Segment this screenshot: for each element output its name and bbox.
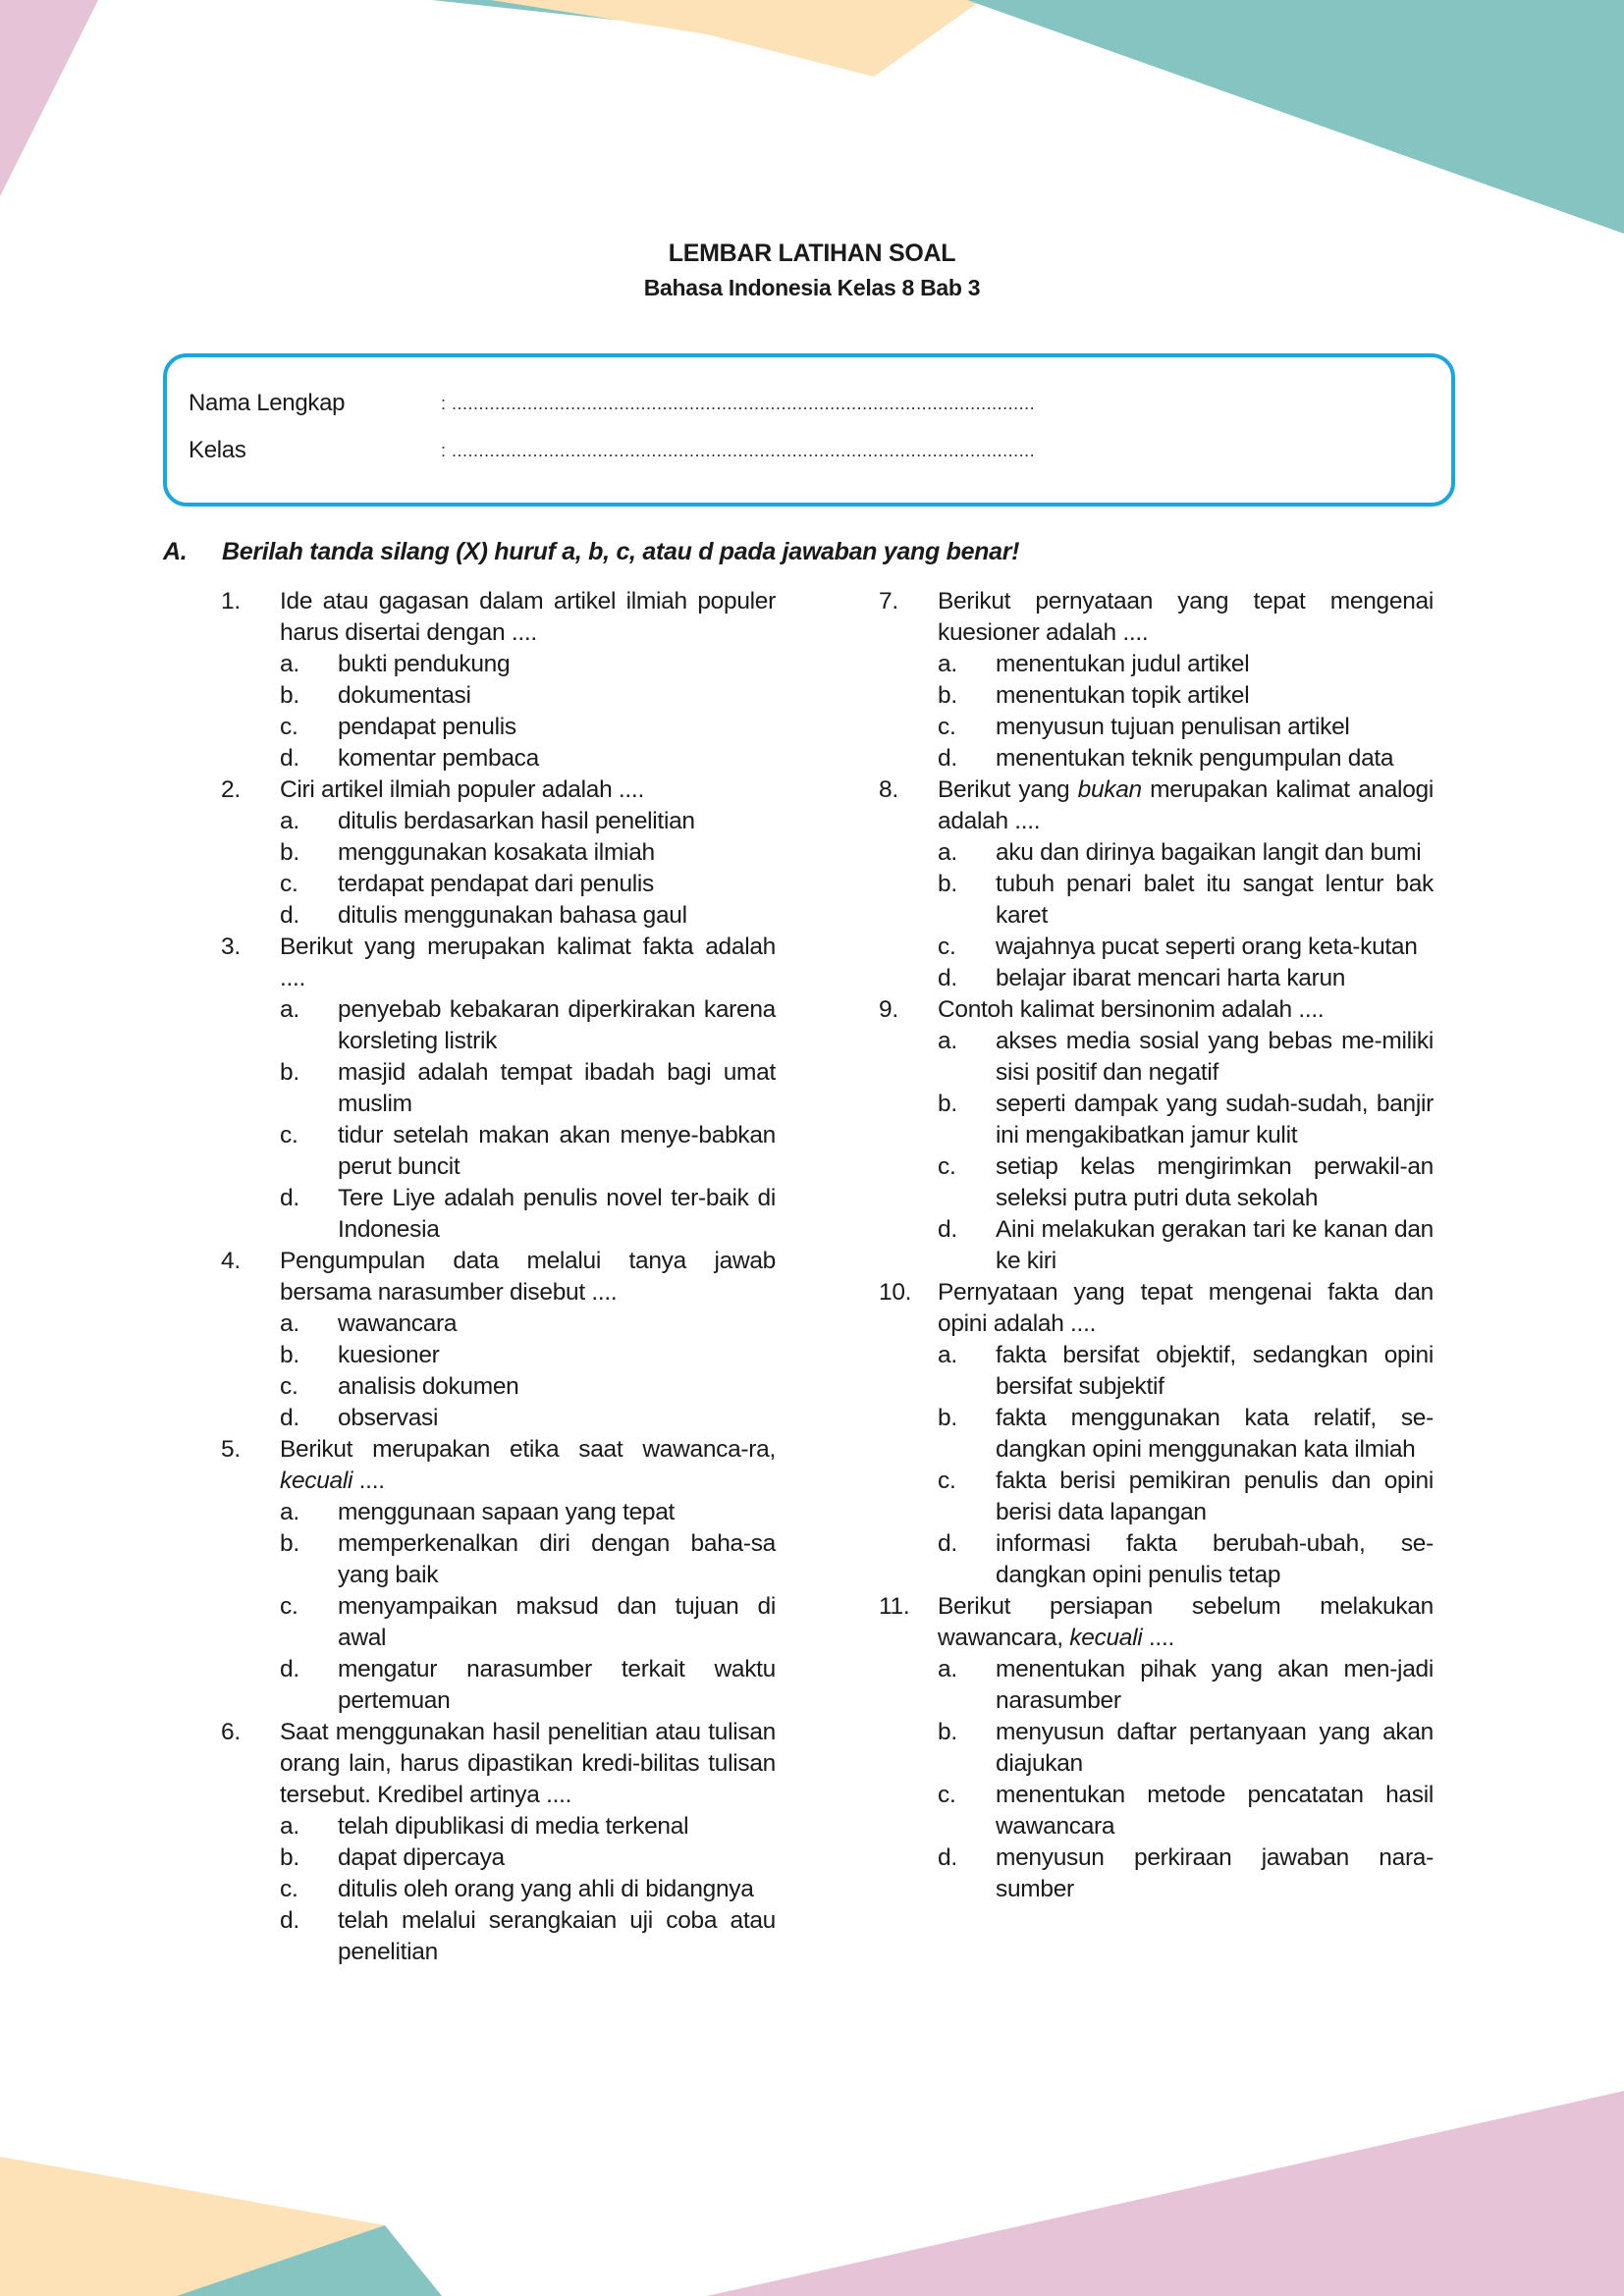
option-letter: b. [280, 839, 299, 866]
question-number: 11. [879, 1593, 910, 1620]
option-text: menyusun perkiraan jawaban nara-sumber [996, 1844, 1434, 1902]
answer-option[interactable] [938, 712, 1434, 743]
stem-text: Saat menggunakan hasil penelitian atau tulisan orang lain, harus dipastikan kredi-bilitas tulisan tersebut. Kredibel artinya .... [280, 1719, 776, 1808]
question-body [938, 1277, 1434, 1591]
option-text: Aini melakukan gerakan tari ke kanan dan ke kiri [996, 1216, 1434, 1274]
bottom-left-peach-shape [0, 2157, 385, 2296]
option-letter: d. [280, 1185, 299, 1211]
answer-option[interactable] [938, 932, 1434, 963]
question-item [879, 586, 1434, 774]
option-letter: b. [938, 871, 957, 897]
answer-option[interactable] [938, 1842, 1434, 1905]
option-letter: d. [280, 1405, 299, 1431]
option-text: menentukan teknik pengumpulan data [996, 745, 1394, 772]
name-field-blank[interactable]: : ............................................................................................................ [441, 394, 1036, 413]
answer-option[interactable] [938, 1214, 1434, 1277]
question-number: 10. [879, 1279, 912, 1306]
option-letter: c. [280, 1593, 298, 1620]
answer-option[interactable] [280, 1057, 776, 1120]
question-number: 6. [221, 1719, 241, 1745]
option-text: dapat dipercaya [338, 1844, 505, 1871]
option-text: masjid adalah tempat ibadah bagi umat muslim [338, 1059, 776, 1117]
option-text: bukti pendukung [338, 651, 511, 677]
option-letter: d. [280, 1656, 299, 1682]
option-letter: d. [280, 902, 299, 929]
stem-text: .... [352, 1468, 385, 1494]
answer-option[interactable] [280, 1308, 776, 1340]
question-number: 7. [879, 588, 898, 614]
answer-option[interactable] [280, 1403, 776, 1434]
answer-option[interactable] [280, 1528, 776, 1591]
option-letter: b. [938, 1719, 957, 1745]
question-body [938, 586, 1434, 774]
answer-option[interactable] [938, 1340, 1434, 1403]
answer-option[interactable] [938, 963, 1434, 994]
answer-option[interactable] [280, 1340, 776, 1371]
answer-option[interactable] [938, 1780, 1434, 1842]
top-peach-shape [491, 0, 982, 77]
name-field-label: Nama Lengkap [189, 390, 346, 416]
answer-option[interactable] [938, 837, 1434, 869]
option-text: ditulis menggunakan bahasa gaul [338, 902, 687, 929]
question-body [280, 1246, 776, 1434]
class-field-label: Kelas [189, 437, 246, 463]
option-letter: c. [938, 934, 956, 960]
stem-text: Ciri artikel ilmiah populer adalah .... [280, 776, 644, 803]
answer-option[interactable] [938, 1089, 1434, 1151]
option-text: telah dipublikasi di media terkenal [338, 1813, 689, 1840]
option-text: menggunakan kosakata ilmiah [338, 839, 655, 866]
answer-option[interactable] [280, 649, 776, 680]
option-text: menentukan pihak yang akan men-jadi narasumber [996, 1656, 1434, 1714]
question-stem [938, 586, 1434, 649]
answer-option[interactable] [938, 649, 1434, 680]
answer-option[interactable] [280, 1183, 776, 1246]
question-body [280, 1717, 776, 1968]
stem-text: .... [1142, 1625, 1174, 1651]
option-text: dokumentasi [338, 682, 471, 709]
page-title: LEMBAR LATIHAN SOAL [668, 240, 956, 267]
question-body [280, 932, 776, 1246]
question-item [221, 1434, 776, 1717]
option-text: pendapat penulis [338, 714, 516, 740]
option-text: analisis dokumen [338, 1373, 519, 1400]
option-text: fakta berisi pemikiran penulis dan opini berisi data lapangan [996, 1468, 1434, 1525]
option-letter: a. [280, 1310, 299, 1337]
option-text: memperkenalkan diri dengan baha-sa yang baik [338, 1530, 776, 1588]
option-text: telah melalui serangkaian uji coba atau penelitian [338, 1907, 776, 1965]
option-text: informasi fakta berubah-ubah, se-dangkan opini penulis tetap [996, 1530, 1434, 1588]
option-text: mengatur narasumber terkait waktu pertemuan [338, 1656, 776, 1714]
top-teal-sliver-shape [432, 0, 884, 49]
question-item [879, 774, 1434, 994]
option-letter: a. [938, 1028, 957, 1054]
question-stem [280, 1246, 776, 1308]
answer-option[interactable] [938, 1528, 1434, 1591]
top-left-pink-shape [0, 0, 98, 196]
answer-option[interactable] [280, 994, 776, 1057]
option-letter: d. [938, 965, 957, 991]
answer-option[interactable] [280, 743, 776, 774]
answer-option[interactable] [280, 712, 776, 743]
question-stem [280, 774, 776, 806]
question-stem [938, 774, 1434, 837]
answer-option[interactable] [938, 743, 1434, 774]
emphasis-text: bukan [1077, 776, 1142, 803]
question-number: 4. [221, 1248, 241, 1274]
option-text: tidur setelah makan akan menye-babkan perut buncit [338, 1122, 776, 1180]
option-letter: d. [938, 1216, 957, 1243]
answer-option[interactable] [280, 1874, 776, 1905]
section-a-heading [163, 538, 1019, 566]
answer-option[interactable] [938, 1026, 1434, 1089]
option-text: menentukan judul artikel [996, 651, 1250, 677]
option-letter: a. [280, 1499, 299, 1525]
question-item [879, 1277, 1434, 1591]
answer-option[interactable] [280, 1811, 776, 1842]
question-item [879, 1591, 1434, 1905]
stem-text: Pernyataan yang tepat mengenai fakta dan opini adalah .... [938, 1279, 1434, 1337]
section-letter: A. [163, 538, 188, 565]
name-field-row [189, 389, 1035, 418]
question-stem [938, 994, 1434, 1026]
option-letter: c. [280, 1876, 298, 1902]
question-item [221, 1246, 776, 1434]
question-body [280, 1434, 776, 1717]
option-text: menyusun daftar pertanyaan yang akan diajukan [996, 1719, 1434, 1777]
option-letter: c. [280, 1122, 298, 1148]
stem-text: Ide atau gagasan dalam artikel ilmiah populer harus disertai dengan .... [280, 588, 776, 646]
option-text: terdapat pendapat dari penulis [338, 871, 655, 897]
bottom-left-teal-shape [177, 2225, 442, 2296]
option-text: fakta menggunakan kata relatif, se-dangkan opini menggunakan kata ilmiah [996, 1405, 1434, 1463]
option-text: seperti dampak yang sudah-sudah, banjir ini mengakibatkan jamur kulit [996, 1091, 1434, 1148]
stem-text: Contoh kalimat bersinonim adalah .... [938, 996, 1325, 1023]
option-text: penyebab kebakaran diperkirakan karena korsleting listrik [338, 996, 776, 1054]
question-number: 8. [879, 776, 898, 803]
answer-option[interactable] [280, 900, 776, 932]
option-text: tubuh penari balet itu sangat lentur bak karet [996, 871, 1434, 929]
option-letter: b. [280, 682, 299, 709]
question-number: 5. [221, 1436, 241, 1463]
stem-text: Pengumpulan data melalui tanya jawab bersama narasumber disebut .... [280, 1248, 776, 1306]
option-letter: a. [280, 996, 299, 1023]
question-stem [280, 1434, 776, 1497]
question-body [280, 586, 776, 774]
answer-option[interactable] [280, 1591, 776, 1654]
question-item [221, 774, 776, 932]
class-field-blank[interactable]: : ............................................................................................................ [441, 441, 1036, 460]
option-letter: d. [938, 745, 957, 772]
top-right-teal-shape [967, 0, 1624, 234]
option-letter: b. [280, 1844, 299, 1871]
question-stem [938, 1591, 1434, 1654]
option-text: komentar pembaca [338, 745, 539, 772]
option-letter: c. [938, 1468, 956, 1494]
option-letter: d. [280, 1907, 299, 1934]
answer-option[interactable] [938, 1403, 1434, 1466]
class-field-row [189, 436, 1035, 465]
answer-option[interactable] [280, 1842, 776, 1874]
option-letter: b. [938, 1091, 957, 1117]
answer-option[interactable] [938, 869, 1434, 932]
header [0, 236, 1624, 304]
option-letter: c. [280, 714, 298, 740]
option-text: wawancara [338, 1310, 458, 1337]
stem-text: Berikut merupakan etika saat wawanca-ra, [280, 1436, 776, 1463]
option-text: belajar ibarat mencari harta karun [996, 965, 1346, 991]
option-letter: c. [938, 714, 956, 740]
answer-option[interactable] [280, 1905, 776, 1968]
question-item [221, 586, 776, 774]
option-letter: a. [280, 808, 299, 834]
answer-option[interactable] [280, 869, 776, 900]
option-letter: b. [280, 1530, 299, 1557]
option-letter: a. [280, 1813, 299, 1840]
option-letter: c. [938, 1782, 956, 1808]
question-stem [280, 586, 776, 649]
answer-option[interactable] [938, 1717, 1434, 1780]
option-text: Tere Liye adalah penulis novel ter-baik di Indonesia [338, 1185, 776, 1243]
stem-text: Berikut persiapan sebelum melakukan wawancara, [938, 1593, 1434, 1651]
question-body [938, 1591, 1434, 1905]
option-letter: a. [938, 651, 957, 677]
questions-right-column [879, 586, 1434, 1905]
bottom-right-pink-shape [707, 2091, 1624, 2296]
answer-option[interactable] [938, 1654, 1434, 1717]
option-letter: a. [938, 1656, 957, 1682]
option-text: menggunaan sapaan yang tepat [338, 1499, 676, 1525]
question-body [280, 774, 776, 932]
option-letter: c. [280, 1373, 298, 1400]
answer-option[interactable] [280, 1497, 776, 1528]
option-letter: d. [280, 745, 299, 772]
question-number: 1. [221, 588, 241, 614]
question-number: 9. [879, 996, 898, 1023]
option-letter: c. [280, 871, 298, 897]
option-letter: b. [280, 1059, 299, 1086]
answer-option[interactable] [280, 1371, 776, 1403]
question-stem [280, 1717, 776, 1811]
student-identity-box [163, 353, 1455, 507]
question-stem [938, 1277, 1434, 1340]
option-text: aku dan dirinya bagaikan langit dan bumi [996, 839, 1422, 866]
option-text: ditulis oleh orang yang ahli di bidangnya [338, 1876, 754, 1902]
stem-text: Berikut pernyataan yang tepat mengenai kuesioner adalah .... [938, 588, 1434, 646]
option-letter: a. [280, 651, 299, 677]
answer-option[interactable] [280, 837, 776, 869]
answer-option[interactable] [280, 680, 776, 712]
page-subtitle: Bahasa Indonesia Kelas 8 Bab 3 [643, 275, 981, 300]
option-letter: b. [280, 1342, 299, 1368]
option-letter: b. [938, 682, 957, 709]
option-text: wajahnya pucat seperti orang keta-kutan [996, 934, 1418, 960]
option-text: kuesioner [338, 1342, 440, 1368]
question-number: 3. [221, 934, 241, 960]
emphasis-text: kecuali [1069, 1625, 1143, 1651]
option-text: akses media sosial yang bebas me-miliki sisi positif dan negatif [996, 1028, 1434, 1086]
question-stem [280, 932, 776, 994]
option-text: menentukan metode pencatatan hasil wawancara [996, 1782, 1434, 1840]
option-letter: d. [938, 1530, 957, 1557]
option-text: fakta bersifat objektif, sedangkan opini bersifat subjektif [996, 1342, 1434, 1400]
answer-option[interactable] [280, 806, 776, 837]
section-instruction: Berilah tanda silang (X) huruf a, b, c, atau d pada jawaban yang benar! [222, 538, 1020, 565]
answer-option[interactable] [280, 1654, 776, 1717]
stem-text: merupakan kalimat analogi adalah .... [938, 776, 1434, 834]
option-letter: a. [938, 1342, 957, 1368]
question-body [938, 774, 1434, 994]
option-text: menyampaikan maksud dan tujuan di awal [338, 1593, 776, 1651]
option-text: menentukan topik artikel [996, 682, 1250, 709]
option-letter: a. [938, 839, 957, 866]
questions-left-column [221, 586, 776, 1968]
question-item [221, 932, 776, 1246]
option-text: menyusun tujuan penulisan artikel [996, 714, 1350, 740]
question-item [221, 1717, 776, 1968]
question-number: 2. [221, 776, 241, 803]
emphasis-text: kecuali [280, 1468, 353, 1494]
option-letter: b. [938, 1405, 957, 1431]
option-letter: d. [938, 1844, 957, 1871]
option-letter: c. [938, 1153, 956, 1180]
option-text: ditulis berdasarkan hasil penelitian [338, 808, 695, 834]
question-item [879, 994, 1434, 1277]
answer-option[interactable] [938, 680, 1434, 712]
question-body [938, 994, 1434, 1277]
option-text: observasi [338, 1405, 439, 1431]
answer-option[interactable] [280, 1120, 776, 1183]
option-text: setiap kelas mengirimkan perwakil-an seleksi putra putri duta sekolah [996, 1153, 1434, 1211]
answer-option[interactable] [938, 1151, 1434, 1214]
answer-option[interactable] [938, 1466, 1434, 1528]
stem-text: Berikut yang merupakan kalimat fakta adalah .... [280, 934, 776, 991]
stem-text: Berikut yang [938, 776, 1078, 803]
